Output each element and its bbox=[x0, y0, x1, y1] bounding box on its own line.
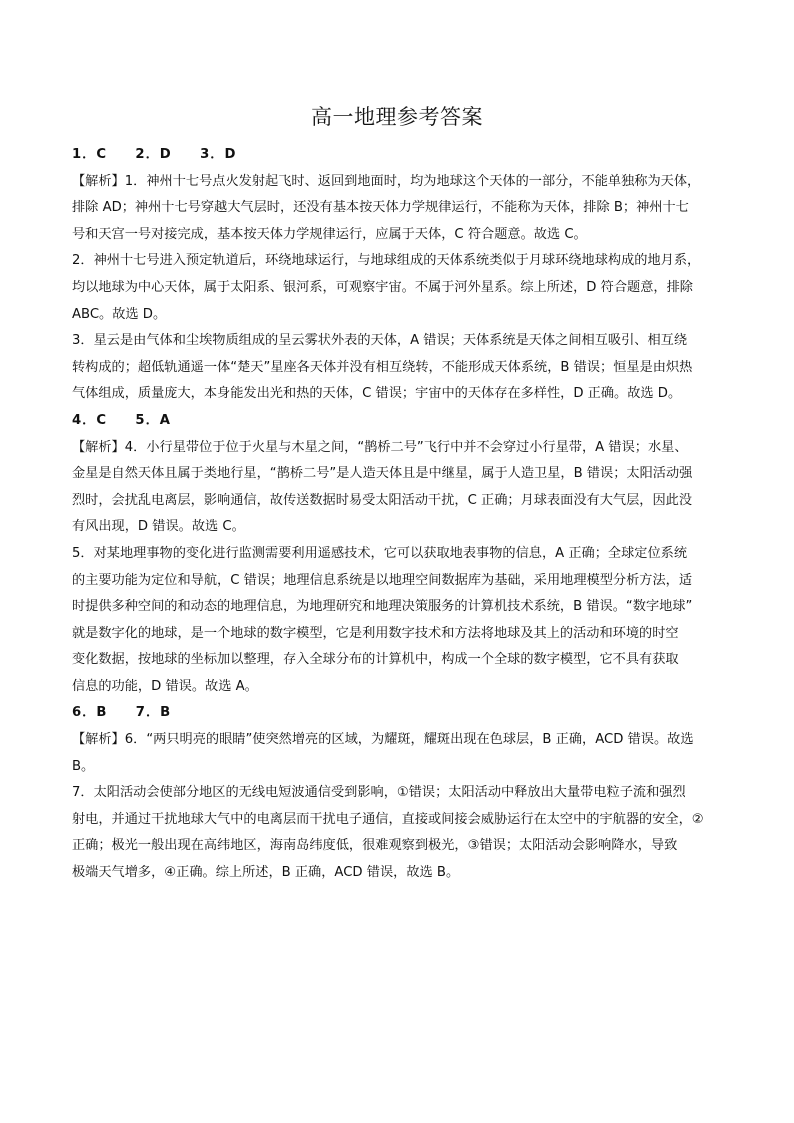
analysis-line: 的主要功能为定位和导航，C 错误；地理信息系统是以地理空间数据库为基础，采用地理模型分析方法，适 bbox=[72, 572, 693, 588]
analysis-line: 变化数据，按地球的坐标加以整理，存入全球分布的计算机中，构成一个全球的数字模型，它不具有获取 bbox=[72, 652, 679, 668]
answer-line: 6．B 7．B bbox=[72, 705, 172, 721]
analysis-line: 烈时，会扰乱电离层，影响通信，故传送数据时易受太阳活动干扰，C 正确；月球表面没有大气层，因此没 bbox=[72, 492, 693, 508]
analysis-line: 【解析】4．小行星带位于位于火星与木星之间，“鹊桥二号”飞行中并不会穿过小行星带，A 错误；水星、 bbox=[72, 439, 688, 455]
analysis-line: 号和天宫一号对接完成，基本按天体力学规律运行，应属于天体，C 符合题意。故选 C。 bbox=[72, 226, 587, 242]
analysis-line: 5．对某地理事物的变化进行监测需要利用遥感技术，它可以获取地表事物的信息，A 正确；全球定位系统 bbox=[72, 545, 688, 561]
analysis-line: 信息的功能，D 错误。故选 A。 bbox=[72, 678, 258, 694]
answer-line: 4．C 5．A bbox=[72, 412, 171, 428]
analysis-line: 3．星云是由气体和尘埃物质组成的呈云雾状外表的天体，A 错误；天体系统是天体之间相互吸引、相互绕 bbox=[72, 333, 688, 349]
analysis-line: 7．太阳活动会使部分地区的无线电短波通信受到影响，①错误；太阳活动中释放出大量带电粒子流和强烈 bbox=[72, 785, 686, 801]
answer-content bbox=[72, 142, 724, 887]
analysis-line: 【解析】1．神州十七号点火发射起飞时、返回到地面时，均为地球这个天体的一部分，不能单独称为天体， bbox=[72, 173, 701, 189]
analysis-line: 时提供多种空间的和动态的地理信息，为地理研究和地理决策服务的计算机技术系统，B 错误。“数字地球” bbox=[72, 599, 693, 615]
analysis-line: 气体组成，质量庞大，本身能发出光和热的天体，C 错误；宇宙中的天体存在多样性，D 正确。故选 D。 bbox=[72, 386, 682, 402]
answer-line: 1．C 2．D 3．D bbox=[72, 147, 237, 162]
analysis-line: 金星是自然天体且属于类地行星，“鹊桥二号”是人造天体且是中继星，属于人造卫星，B 错误；太阳活动强 bbox=[72, 466, 693, 482]
analysis-line: 正确；极光一般出现在高纬地区，海南岛纬度低，很难观察到极光，③错误；太阳活动会影响降水，导致 bbox=[72, 838, 678, 854]
analysis-line: 极端天气增多，④正确。综上所述，B 正确，ACD 错误，故选 B。 bbox=[72, 865, 460, 881]
analysis-line: ABC。故选 D。 bbox=[72, 306, 167, 322]
analysis-line: 均以地球为中心天体，属于太阳系、银河系，可观察宇宙。不属于河外星系。综上所述，D 符合题意，排除 bbox=[72, 279, 693, 295]
analysis-line: 【解析】6．“两只明亮的眼睛”使突然增亮的区域，为耀斑，耀斑出现在色球层，B 正确，ACD 错误。故选 bbox=[72, 732, 694, 748]
analysis-line: B。 bbox=[72, 758, 95, 774]
page-title: 高一地理参考答案 bbox=[311, 105, 483, 129]
analysis-line: 转构成的；超低轨通遥一体“楚天”星座各天体并没有相互绕转，不能形成天体系统，B 错误；恒星是由炽热 bbox=[72, 359, 693, 375]
analysis-line: 有风出现，D 错误。故选 C。 bbox=[72, 519, 245, 535]
analysis-line: 排除 AD；神州十七号穿越大气层时，还没有基本按天体力学规律运行，不能称为天体，排除 B；神州十七 bbox=[72, 200, 689, 216]
analysis-line: 2．神州十七号进入预定轨道后，环绕地球运行，与地球组成的天体系统类似于月球环绕地球构成的地月系， bbox=[72, 253, 701, 269]
analysis-line: 射电，并通过干扰地球大气中的电离层而干扰电子通信，直接或间接会威胁运行在太空中的宇航器的安全，② bbox=[72, 811, 704, 827]
analysis-line: 就是数字化的地球，是一个地球的数字模型，它是利用数字技术和方法将地球及其上的活动和环境的时空 bbox=[72, 625, 679, 641]
